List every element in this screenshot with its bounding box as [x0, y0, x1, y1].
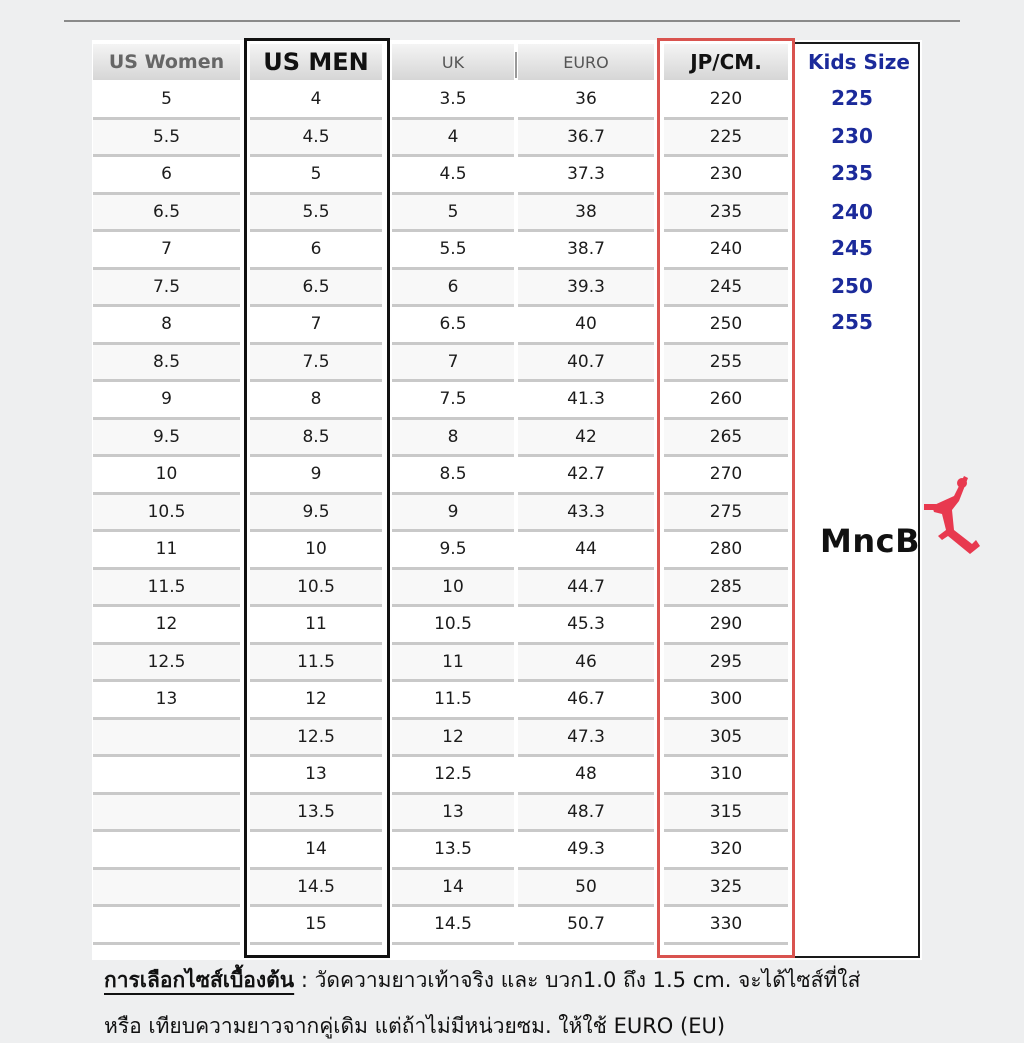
cell-uk-18: 12	[392, 720, 514, 758]
cell-euro-19: 48	[518, 757, 654, 795]
cell-uk-20: 13	[392, 795, 514, 833]
kids-size-value: 245	[831, 236, 873, 260]
cell-us-women-23	[93, 907, 240, 945]
cell-us-men-15: 11	[250, 607, 382, 645]
cell-euro-23: 50.7	[518, 907, 654, 945]
cell-us-women-16: 12.5	[93, 645, 240, 683]
cell-uk-5: 5.5	[392, 232, 514, 270]
cell-euro-21: 49.3	[518, 832, 654, 870]
cell-us-men-19: 13	[250, 757, 382, 795]
cell-uk-6: 6	[392, 270, 514, 308]
cell-euro-1: 36	[518, 82, 654, 120]
cell-us-men-13: 10	[250, 532, 382, 570]
mncb-logo	[818, 510, 988, 570]
cell-us-men-11: 9	[250, 457, 382, 495]
cell-us-women-10: 9.5	[93, 420, 240, 458]
cell-us-men-18: 12.5	[250, 720, 382, 758]
cell-uk-7: 6.5	[392, 307, 514, 345]
cell-us-women-20	[93, 795, 240, 833]
cell-uk-11: 8.5	[392, 457, 514, 495]
cell-euro-9: 41.3	[518, 382, 654, 420]
cell-uk-9: 7.5	[392, 382, 514, 420]
footnote-line-2: หรือ เทียบความยาวจากคู่เดิม แต่ถ้าไม่มีหน่วยซม. ให้ใช้ EURO (EU)	[104, 1014, 726, 1038]
cell-uk-19: 12.5	[392, 757, 514, 795]
cell-us-women-21	[93, 832, 240, 870]
cell-euro-15: 45.3	[518, 607, 654, 645]
footnote-text: : วัดความยาวเท้าจริง และ บวก1.0 ถึง 1.5 cm. จะได้ไซส์ที่ใส่	[294, 968, 861, 992]
cell-jp-cm-9: 260	[664, 382, 788, 420]
cell-euro-13: 44	[518, 532, 654, 570]
cell-euro-18: 47.3	[518, 720, 654, 758]
cell-us-men-8: 7.5	[250, 345, 382, 383]
kids-size-value: 240	[831, 200, 873, 224]
cell-jp-cm-20: 315	[664, 795, 788, 833]
cell-us-men-4: 5.5	[250, 195, 382, 233]
header-us-women: US Women	[93, 44, 240, 80]
cell-jp-cm-2: 225	[664, 120, 788, 158]
cell-us-men-22: 14.5	[250, 870, 382, 908]
cell-uk-10: 8	[392, 420, 514, 458]
cell-us-men-23: 15	[250, 907, 382, 945]
cell-jp-cm-5: 240	[664, 232, 788, 270]
cell-euro-14: 44.7	[518, 570, 654, 608]
cell-us-men-16: 11.5	[250, 645, 382, 683]
cell-us-men-21: 14	[250, 832, 382, 870]
cell-us-men-5: 6	[250, 232, 382, 270]
cell-euro-17: 46.7	[518, 682, 654, 720]
cell-us-women-11: 10	[93, 457, 240, 495]
cell-jp-cm-12: 275	[664, 495, 788, 533]
cell-us-men-20: 13.5	[250, 795, 382, 833]
cell-us-women-18	[93, 720, 240, 758]
cell-jp-cm-6: 245	[664, 270, 788, 308]
cell-us-men-2: 4.5	[250, 120, 382, 158]
kids-size-value: 230	[831, 124, 873, 148]
logo-text: MncB	[820, 522, 920, 560]
cell-us-women-6: 7.5	[93, 270, 240, 308]
cell-us-women-14: 11.5	[93, 570, 240, 608]
cell-jp-cm-3: 230	[664, 157, 788, 195]
cell-jp-cm-15: 290	[664, 607, 788, 645]
basketball-player-icon	[902, 474, 982, 558]
cell-uk-21: 13.5	[392, 832, 514, 870]
cell-uk-4: 5	[392, 195, 514, 233]
cell-us-men-7: 7	[250, 307, 382, 345]
kids-size-title: Kids Size	[807, 50, 910, 74]
cell-us-women-7: 8	[93, 307, 240, 345]
cell-uk-8: 7	[392, 345, 514, 383]
cell-jp-cm-10: 265	[664, 420, 788, 458]
cell-jp-cm-18: 305	[664, 720, 788, 758]
cell-jp-cm-13: 280	[664, 532, 788, 570]
cell-uk-22: 14	[392, 870, 514, 908]
kids-size-value: 225	[831, 86, 873, 110]
cell-us-men-17: 12	[250, 682, 382, 720]
cell-uk-17: 11.5	[392, 682, 514, 720]
cell-uk-3: 4.5	[392, 157, 514, 195]
cell-euro-12: 43.3	[518, 495, 654, 533]
cell-jp-cm-22: 325	[664, 870, 788, 908]
cell-us-women-13: 11	[93, 532, 240, 570]
cell-uk-23: 14.5	[392, 907, 514, 945]
header-jp-cm: JP/CM.	[664, 44, 788, 80]
cell-euro-10: 42	[518, 420, 654, 458]
cell-euro-3: 37.3	[518, 157, 654, 195]
cell-jp-cm-7: 250	[664, 307, 788, 345]
cell-jp-cm-11: 270	[664, 457, 788, 495]
footnote-line-1	[104, 964, 860, 997]
cell-uk-2: 4	[392, 120, 514, 158]
cell-euro-22: 50	[518, 870, 654, 908]
cell-euro-7: 40	[518, 307, 654, 345]
cell-us-women-9: 9	[93, 382, 240, 420]
cell-us-men-1: 4	[250, 82, 382, 120]
cell-jp-cm-14: 285	[664, 570, 788, 608]
kids-size-value: 235	[831, 161, 873, 185]
cell-jp-cm-19: 310	[664, 757, 788, 795]
top-divider	[64, 20, 960, 22]
cell-jp-cm-4: 235	[664, 195, 788, 233]
cell-euro-20: 48.7	[518, 795, 654, 833]
cell-us-men-6: 6.5	[250, 270, 382, 308]
cell-euro-4: 38	[518, 195, 654, 233]
cell-us-women-5: 7	[93, 232, 240, 270]
footnote-label: การเลือกไซส์เบื้องต้น	[104, 968, 295, 992]
cell-us-men-3: 5	[250, 157, 382, 195]
cell-us-women-1: 5	[93, 82, 240, 120]
cell-euro-8: 40.7	[518, 345, 654, 383]
cell-jp-cm-8: 255	[664, 345, 788, 383]
cell-euro-11: 42.7	[518, 457, 654, 495]
header-uk: UK	[392, 44, 514, 80]
cell-uk-13: 9.5	[392, 532, 514, 570]
cell-euro-6: 39.3	[518, 270, 654, 308]
cell-uk-14: 10	[392, 570, 514, 608]
cell-us-women-17: 13	[93, 682, 240, 720]
cell-jp-cm-16: 295	[664, 645, 788, 683]
cell-us-women-22	[93, 870, 240, 908]
cell-uk-12: 9	[392, 495, 514, 533]
cell-jp-cm-1: 220	[664, 82, 788, 120]
header-euro: EURO	[518, 44, 654, 80]
cell-us-men-12: 9.5	[250, 495, 382, 533]
header-separator	[515, 52, 517, 78]
cell-us-women-3: 6	[93, 157, 240, 195]
cell-uk-15: 10.5	[392, 607, 514, 645]
cell-us-women-4: 6.5	[93, 195, 240, 233]
kids-size-value: 255	[831, 310, 873, 334]
kids-size-value: 250	[831, 274, 873, 298]
cell-us-women-12: 10.5	[93, 495, 240, 533]
cell-us-women-2: 5.5	[93, 120, 240, 158]
header-us-men: US MEN	[250, 44, 382, 80]
cell-us-men-9: 8	[250, 382, 382, 420]
cell-us-men-10: 8.5	[250, 420, 382, 458]
cell-us-women-8: 8.5	[93, 345, 240, 383]
cell-uk-16: 11	[392, 645, 514, 683]
cell-euro-2: 36.7	[518, 120, 654, 158]
cell-euro-5: 38.7	[518, 232, 654, 270]
cell-euro-16: 46	[518, 645, 654, 683]
cell-uk-1: 3.5	[392, 82, 514, 120]
cell-us-men-14: 10.5	[250, 570, 382, 608]
cell-us-women-15: 12	[93, 607, 240, 645]
cell-jp-cm-23: 330	[664, 907, 788, 945]
cell-jp-cm-17: 300	[664, 682, 788, 720]
cell-us-women-19	[93, 757, 240, 795]
cell-jp-cm-21: 320	[664, 832, 788, 870]
